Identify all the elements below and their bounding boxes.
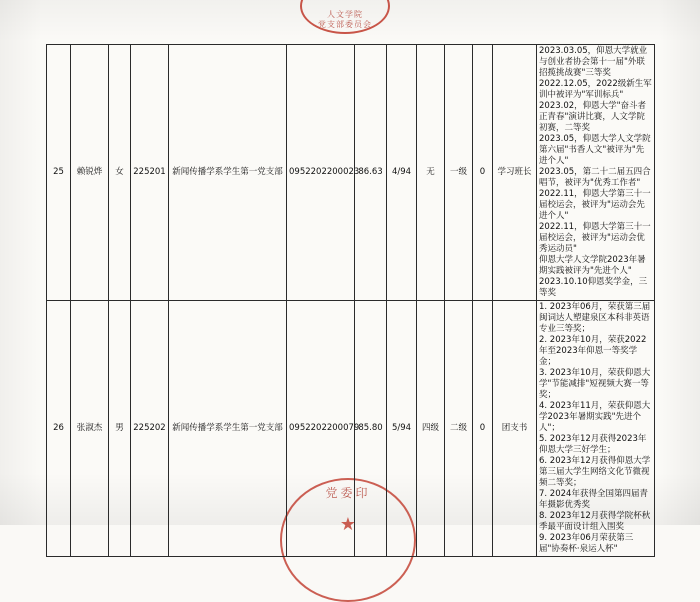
star-icon: ★ bbox=[339, 514, 357, 534]
cell-position: 学习班长 bbox=[493, 45, 537, 301]
table-row bbox=[47, 45, 655, 301]
achievement-line: 2022.11，仰恩大学第三十一届校运会，被评为"运动会优秀运动员" bbox=[539, 222, 651, 254]
cell-student-id: 225201 bbox=[131, 45, 169, 301]
bottom-seal-text: 党委印 bbox=[325, 486, 371, 500]
cell-gender: 女 bbox=[109, 45, 131, 301]
achievement-line: 2023.02，仰恩大学"奋斗者正青春"演讲比赛，人文学院初赛，二等奖 bbox=[539, 101, 647, 133]
achievement-line: 8. 2023年12月获得学院杯秋季最平面设计组入围奖 bbox=[539, 511, 651, 532]
registration-table bbox=[46, 44, 655, 557]
cell-class-rank: 4/94 bbox=[387, 45, 417, 301]
achievement-line: 7. 2024年获得全国第四届青年摄影优秀奖 bbox=[539, 489, 648, 510]
cell-punishment: 无 bbox=[417, 45, 445, 301]
cell-name: 赖锐烨 bbox=[71, 45, 109, 301]
achievement-line: 6. 2023年12月获得仰恩大学第三届大学生网络文化节微视频二等奖； bbox=[539, 456, 651, 488]
cell-score: 86.63 bbox=[355, 45, 387, 301]
top-seal-line2: 党支部委员会 bbox=[318, 20, 372, 29]
cell-punishment: 四级 bbox=[417, 301, 445, 557]
cell-score: 85.80 bbox=[355, 301, 387, 557]
achievement-line: 2023.03.05，仰恩大学就业与创业者协会第十一届"外联招揽挑战赛"三等奖 bbox=[539, 46, 648, 78]
achievement-line: 2022.12.05，2022级新生军训中被评为"军训标兵" bbox=[539, 79, 652, 100]
achievement-line: 2023.05，第二十二届五四合唱节，被评为"优秀工作者" bbox=[539, 167, 651, 188]
cell-student-id: 225202 bbox=[131, 301, 169, 557]
achievement-line: 1. 2023年06月，荣获第三届闽词达人塑建泉区本科非英语专业三等奖； bbox=[539, 302, 651, 334]
cell-achievements bbox=[537, 301, 655, 557]
cell-position: 团支书 bbox=[493, 301, 537, 557]
cell-class-rank: 5/94 bbox=[387, 301, 417, 557]
achievement-line: 2023.05，仰恩大学人文学院第六届"书香人文"被评为"先进个人" bbox=[539, 134, 651, 166]
cell-index: 25 bbox=[47, 45, 71, 301]
cell-credits: 0 bbox=[473, 45, 493, 301]
cell-credits: 0 bbox=[473, 301, 493, 557]
achievement-line: 2023.10.10仰恩奖学金，三等奖 bbox=[539, 277, 648, 298]
achievement-line: 5. 2023年12月获得2023年仰恩大学三好学生； bbox=[539, 434, 647, 455]
achievement-line: 仰恩大学人文学院2023年暑期实践被评为"先进个人" bbox=[539, 255, 646, 276]
cell-gender: 男 bbox=[109, 301, 131, 557]
cell-branch: 新闻传播学系学生第一党支部 bbox=[169, 45, 287, 301]
achievement-line: 2022.11，仰恩大学第三十一届校运会，被评为"运动会先进个人" bbox=[539, 189, 651, 221]
cell-achievements bbox=[537, 45, 655, 301]
achievement-line: 3. 2023年10月，荣获仰恩大学"节能减排"短视频大赛一等奖； bbox=[539, 368, 651, 400]
cell-grade: 二级 bbox=[445, 301, 473, 557]
top-seal-line1: 人文学院 bbox=[327, 10, 363, 19]
cell-index: 26 bbox=[47, 301, 71, 557]
achievement-line: 9. 2023年06月荣获第三届"协奏杯·泉运人杯" bbox=[539, 533, 634, 554]
cell-id-number: 0952202200023 bbox=[287, 45, 355, 301]
cell-id-number: 0952202200079 bbox=[287, 301, 355, 557]
cell-name: 张淑杰 bbox=[71, 301, 109, 557]
achievement-line: 4. 2023年11月，荣获仰恩大学2023年暑期实践"先进个人"； bbox=[539, 401, 651, 433]
cell-branch: 新闻传播学系学生第一党支部 bbox=[169, 301, 287, 557]
achievement-line: 2. 2023年10月，荣获2022年至2023年仰恩一等奖学金； bbox=[539, 335, 647, 367]
table-row bbox=[47, 301, 655, 557]
cell-grade: 一级 bbox=[445, 45, 473, 301]
